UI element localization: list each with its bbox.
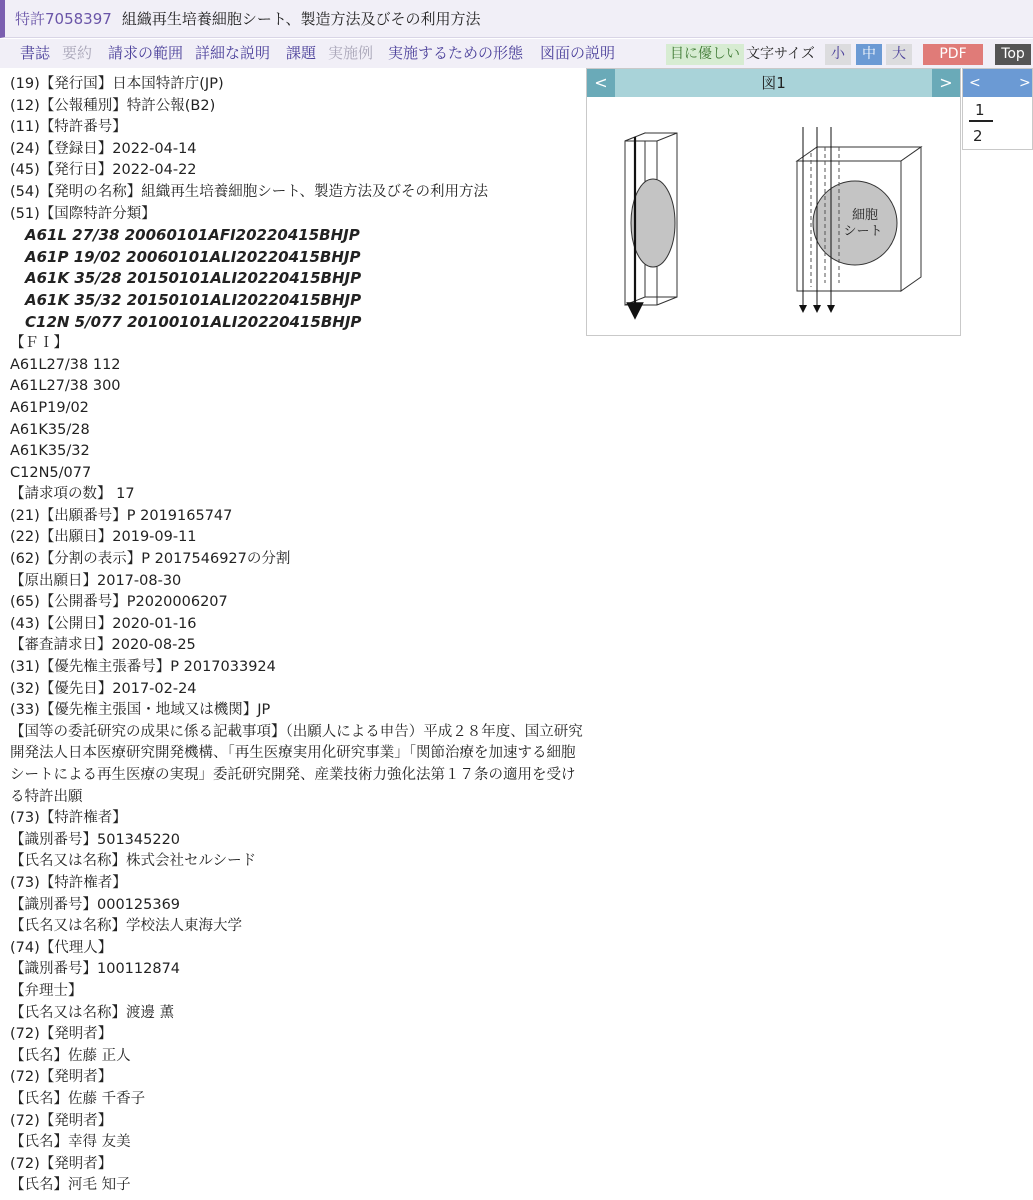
figure-title: 図1 xyxy=(761,74,786,92)
pager-next-button[interactable]: > xyxy=(1019,75,1031,91)
biblio-line: (22)【出願日】2019-09-11 xyxy=(10,529,197,546)
nav-bibliography[interactable]: 書誌 xyxy=(20,44,51,62)
nav-bar xyxy=(0,39,1033,68)
ipc-code: A61P 19/02 20060101ALI20220415BHJP xyxy=(25,247,361,266)
left-sheet-drawing xyxy=(625,133,677,311)
biblio-line: (32)【優先日】2017-02-24 xyxy=(10,680,197,697)
nav-abstract: 要約 xyxy=(62,44,93,62)
biblio-line: (45)【発行日】2022-04-22 xyxy=(10,162,197,179)
font-size-large-button[interactable]: 大 xyxy=(886,44,912,65)
biblio-line: 【氏名又は名称】学校法人東海大学 xyxy=(10,918,242,935)
biblio-line: (72)【発明者】 xyxy=(10,1155,113,1172)
biblio-line: 【ＦＩ】 xyxy=(10,335,68,352)
title-bar xyxy=(0,0,1033,38)
top-button[interactable]: Top xyxy=(995,44,1031,65)
biblio-line: (43)【公開日】2020-01-16 xyxy=(10,615,197,632)
biblio-line: (31)【優先権主張番号】P 2017033924 xyxy=(10,659,276,676)
figure-next-button[interactable]: > xyxy=(932,69,960,97)
font-size-small-button[interactable]: 小 xyxy=(825,44,851,65)
biblio-line: 【原出願日】2017-08-30 xyxy=(10,572,182,589)
biblio-line: (21)【出願番号】P 2019165747 xyxy=(10,507,233,524)
figure-viewer xyxy=(586,68,961,336)
biblio-line: 【識別番号】000125369 xyxy=(10,896,181,913)
biblio-line: 【識別番号】100112874 xyxy=(10,961,181,978)
biblio-line: (11)【特許番号】 xyxy=(10,119,127,136)
biblio-line: 【氏名】幸得 友美 xyxy=(10,1134,131,1151)
biblio-line: 【氏名又は名称】株式会社セルシード xyxy=(10,853,257,870)
biblio-line: A61K35/32 xyxy=(10,443,90,460)
figure-image[interactable] xyxy=(587,97,960,335)
biblio-line: A61P19/02 xyxy=(10,399,89,416)
biblio-line: A61K35/28 xyxy=(10,421,90,438)
ipc-code: C12N 5/077 20100101ALI20220415BHJP xyxy=(25,312,362,331)
biblio-line: (73)【特許権者】 xyxy=(10,810,127,827)
biblio-line: (72)【発明者】 xyxy=(10,1112,113,1129)
ipc-code: A61K 35/28 20150101ALI20220415BHJP xyxy=(25,269,362,288)
figure-prev-button[interactable]: < xyxy=(587,69,615,97)
font-size-medium-button[interactable]: 中 xyxy=(856,44,882,65)
biblio-line: 【識別番号】501345220 xyxy=(10,831,181,848)
nav-description[interactable]: 詳細な説明 xyxy=(195,44,271,62)
figure-header xyxy=(587,69,960,97)
biblio-line: (73)【特許権者】 xyxy=(10,874,127,891)
nav-drawings[interactable]: 図面の説明 xyxy=(540,44,616,62)
biblio-line: (74)【代理人】 xyxy=(10,939,113,956)
biblio-line: 【氏名】河毛 知子 xyxy=(10,1177,131,1194)
biblio-line: (51)【国際特許分類】 xyxy=(10,205,156,222)
pager-page[interactable]: 2 xyxy=(973,127,983,145)
bibliography-content xyxy=(10,74,585,1197)
biblio-line: C12N5/077 xyxy=(10,464,92,481)
pager-prev-button[interactable]: < xyxy=(969,75,981,91)
biblio-line: (12)【公報種別】特許公報(B2) xyxy=(10,97,216,114)
ipc-code: A61K 35/32 20150101ALI20220415BHJP xyxy=(25,290,362,309)
patent-title: 組織再生培養細胞シート、製造方法及びその利用方法 xyxy=(121,10,481,28)
biblio-line: 【弁理士】 xyxy=(10,982,83,999)
nav-problem[interactable]: 課題 xyxy=(286,44,317,62)
biblio-line: (24)【登録日】2022-04-14 xyxy=(10,140,197,157)
biblio-line: (19)【発行国】日本国特許庁(JP) xyxy=(10,76,224,92)
biblio-line: (62)【分割の表示】P 2017546927の分割 xyxy=(10,551,291,568)
biblio-line: 【氏名】佐藤 千香子 xyxy=(10,1090,146,1107)
pager-header xyxy=(963,69,1032,97)
biblio-line: A61L27/38 300 xyxy=(10,378,121,395)
biblio-line: 【氏名又は名称】渡邊 薫 xyxy=(10,1004,175,1021)
right-block-drawing xyxy=(797,127,921,309)
nav-embodiments[interactable]: 実施するための形態 xyxy=(388,44,524,62)
pdf-button[interactable]: PDF xyxy=(923,44,983,65)
biblio-line: 【請求項の数】 17 xyxy=(10,486,135,503)
font-size-label: 文字サイズ xyxy=(746,46,815,62)
ipc-code: A61L 27/38 20060101AFI20220415BHJP xyxy=(25,226,360,245)
figure-label-sheet: シート xyxy=(843,224,883,239)
biblio-line: (72)【発明者】 xyxy=(10,1069,113,1086)
nav-examples: 実施例 xyxy=(328,44,374,62)
figure-pager xyxy=(962,68,1033,150)
eye-friendly-toggle[interactable]: 目に優しい xyxy=(666,44,744,65)
pager-page-current[interactable]: 1 xyxy=(969,101,993,122)
funding-note: 【国等の委託研究の成果に係る記載事項】（出願人による申告）平成２８年度、国立研究開発法人日本医療研究開発機構、「再生医療実用化研究事業」「関節治療を加速する細胞シートによる再生医療の実現」委託研究開発、産業技術力強化法第１７条の適用を受ける特許出願 xyxy=(10,723,583,805)
biblio-line: 【氏名】佐藤 正人 xyxy=(10,1047,131,1064)
figure-label-cell: 細胞 xyxy=(851,208,879,223)
biblio-line: (72)【発明者】 xyxy=(10,1026,113,1043)
biblio-line: A61L27/38 112 xyxy=(10,356,121,373)
biblio-line: (54)【発明の名称】組織再生培養細胞シート、製造方法及びその利用方法 xyxy=(10,183,488,200)
biblio-line: (65)【公開番号】P2020006207 xyxy=(10,594,228,611)
biblio-line: 【審査請求日】2020-08-25 xyxy=(10,637,196,654)
nav-claims[interactable]: 請求の範囲 xyxy=(108,44,184,62)
patent-number: 特許7058397 xyxy=(15,10,112,28)
biblio-line: (33)【優先権主張国・地域又は機関】JP xyxy=(10,702,271,719)
